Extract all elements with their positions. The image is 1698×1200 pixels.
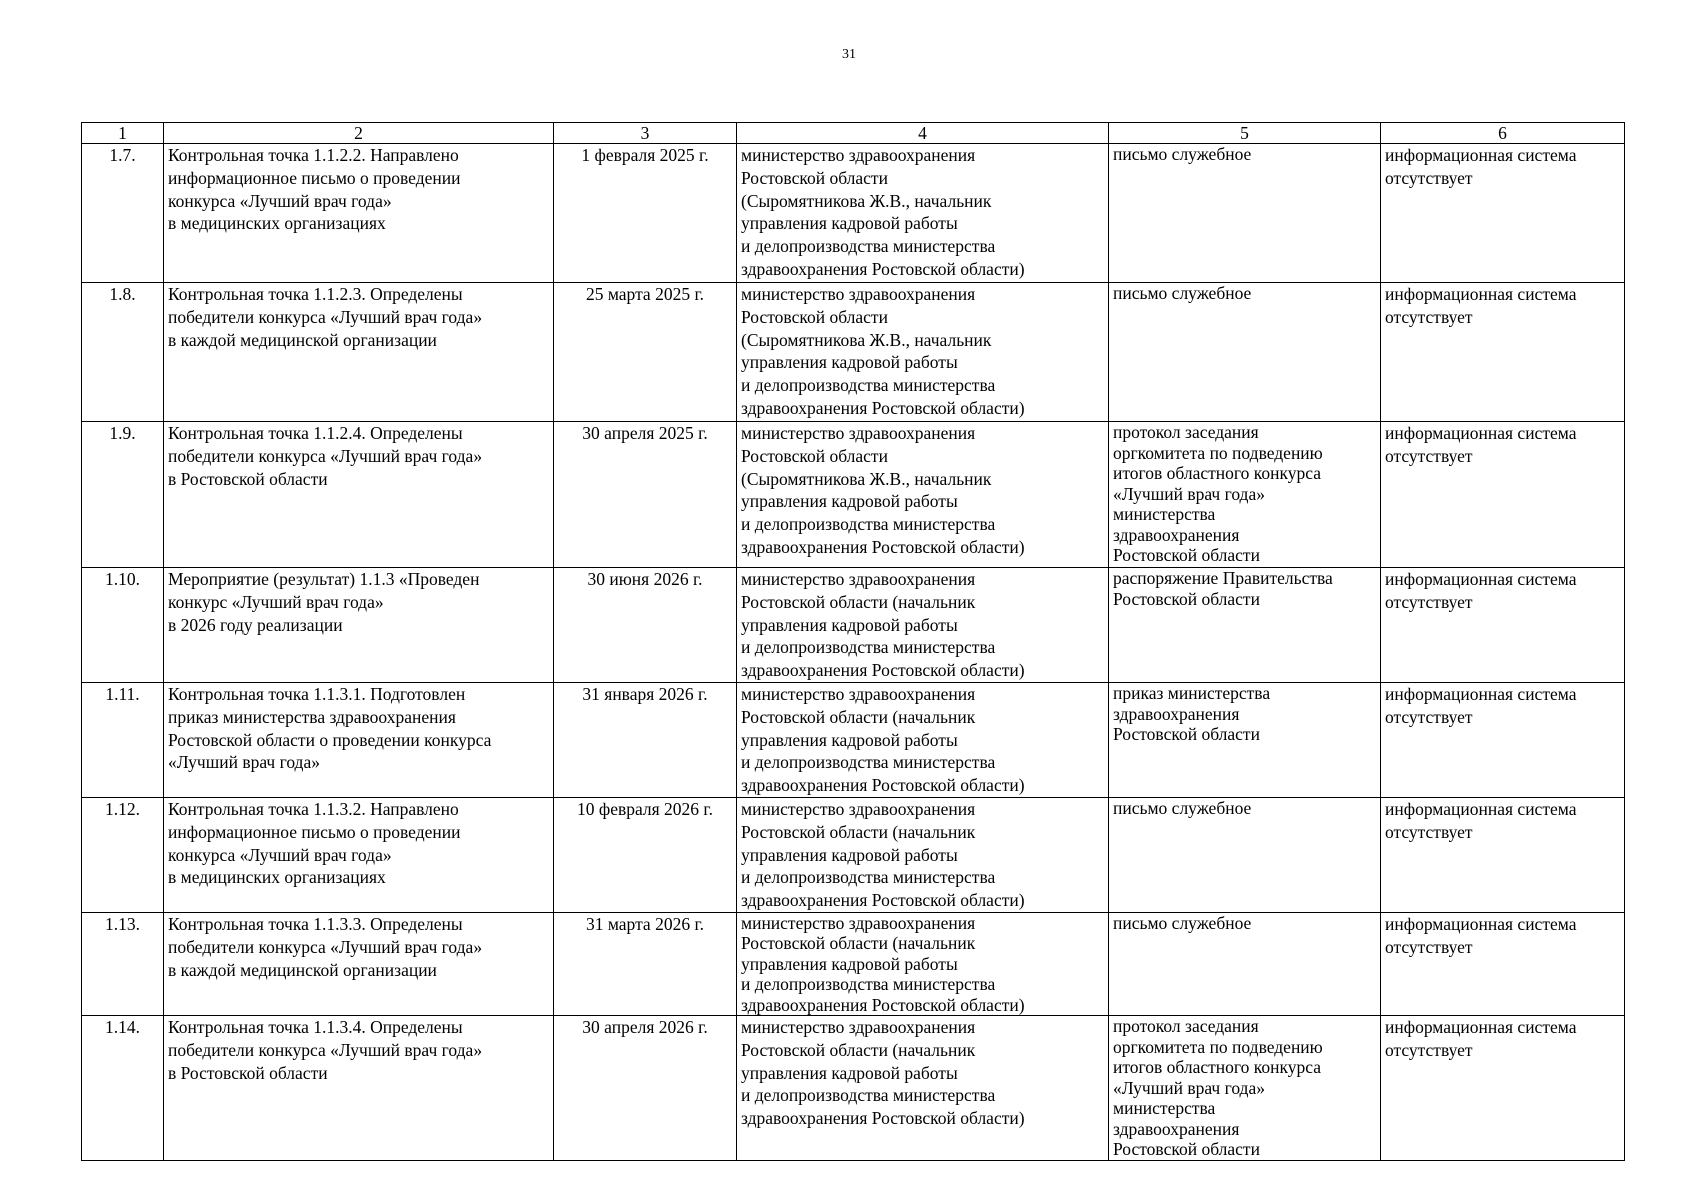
row-document: распоряжение Правительства Ростовской области: [1109, 568, 1381, 683]
table-header-row: [82, 123, 1625, 144]
row-description: Контрольная точка 1.1.3.4. Определены победители конкурса «Лучший врач года» в Ростовской области: [164, 1016, 554, 1161]
row-number: 1.11.: [82, 683, 164, 798]
row-number: 1.8.: [82, 283, 164, 422]
column-header: 2: [164, 123, 554, 144]
column-header: 6: [1381, 123, 1625, 144]
column-header: 5: [1109, 123, 1381, 144]
row-number: 1.10.: [82, 568, 164, 683]
row-information-system: информационная система отсутствует: [1381, 144, 1625, 283]
row-document: письмо служебное: [1109, 913, 1381, 1016]
row-information-system: информационная система отсутствует: [1381, 683, 1625, 798]
page-number: 31: [842, 47, 856, 62]
row-information-system: информационная система отсутствует: [1381, 798, 1625, 913]
row-date: 30 июня 2026 г.: [554, 568, 737, 683]
row-document: протокол заседания оргкомитета по подведению итогов областного конкурса «Лучший врач года» министерства здравоохранения Ростовской области: [1109, 422, 1381, 568]
row-responsible: министерство здравоохранения Ростовской области (Сыромятникова Ж.В., начальник управления кадровой работы и делопроизводства министерства здравоохранения Ростовской области): [737, 144, 1109, 283]
row-description: Контрольная точка 1.1.2.4. Определены победители конкурса «Лучший врач года» в Ростовской области: [164, 422, 554, 568]
row-information-system: информационная система отсутствует: [1381, 913, 1625, 1016]
row-responsible: министерство здравоохранения Ростовской области (Сыромятникова Ж.В., начальник управления кадровой работы и делопроизводства министерства здравоохранения Ростовской области): [737, 283, 1109, 422]
row-document: письмо служебное: [1109, 283, 1381, 422]
table-row: [82, 144, 1625, 283]
table-row: [82, 683, 1625, 798]
row-date: 31 марта 2026 г.: [554, 913, 737, 1016]
row-number: 1.9.: [82, 422, 164, 568]
row-information-system: информационная система отсутствует: [1381, 568, 1625, 683]
row-date: 1 февраля 2025 г.: [554, 144, 737, 283]
row-description: Мероприятие (результат) 1.1.3 «Проведен конкурс «Лучший врач года» в 2026 году реализации: [164, 568, 554, 683]
table-row: [82, 422, 1625, 568]
column-header: 3: [554, 123, 737, 144]
row-document: письмо служебное: [1109, 798, 1381, 913]
table-row: [82, 913, 1625, 1016]
row-description: Контрольная точка 1.1.3.2. Направлено информационное письмо о проведении конкурса «Лучший врач года» в медицинских организациях: [164, 798, 554, 913]
row-description: Контрольная точка 1.1.3.3. Определены победители конкурса «Лучший врач года» в каждой медицинской организации: [164, 913, 554, 1016]
column-header: 1: [82, 123, 164, 144]
row-responsible: министерство здравоохранения Ростовской области (начальник управления кадровой работы и делопроизводства министерства здравоохранения Ростовской области): [737, 798, 1109, 913]
row-date: 10 февраля 2026 г.: [554, 798, 737, 913]
row-responsible: министерство здравоохранения Ростовской области (Сыромятникова Ж.В., начальник управления кадровой работы и делопроизводства министерства здравоохранения Ростовской области): [737, 422, 1109, 568]
table-row: [82, 1016, 1625, 1161]
row-date: 30 апреля 2025 г.: [554, 422, 737, 568]
row-date: 31 января 2026 г.: [554, 683, 737, 798]
row-responsible: министерство здравоохранения Ростовской области (начальник управления кадровой работы и делопроизводства министерства здравоохранения Ростовской области): [737, 913, 1109, 1016]
implementation-plan-table: [81, 122, 1625, 1161]
row-number: 1.13.: [82, 913, 164, 1016]
row-description: Контрольная точка 1.1.3.1. Подготовлен приказ министерства здравоохранения Ростовской области о проведении конкурса «Лучший врач года»: [164, 683, 554, 798]
row-description: Контрольная точка 1.1.2.2. Направлено информационное письмо о проведении конкурса «Лучший врач года» в медицинских организациях: [164, 144, 554, 283]
table-row: [82, 798, 1625, 913]
row-number: 1.14.: [82, 1016, 164, 1161]
row-document: приказ министерства здравоохранения Ростовской области: [1109, 683, 1381, 798]
row-date: 30 апреля 2026 г.: [554, 1016, 737, 1161]
row-information-system: информационная система отсутствует: [1381, 422, 1625, 568]
column-header: 4: [737, 123, 1109, 144]
row-document: протокол заседания оргкомитета по подведению итогов областного конкурса «Лучший врач года» министерства здравоохранения Ростовской области: [1109, 1016, 1381, 1161]
row-information-system: информационная система отсутствует: [1381, 283, 1625, 422]
row-number: 1.12.: [82, 798, 164, 913]
table-row: [82, 283, 1625, 422]
table-row: [82, 568, 1625, 683]
row-responsible: министерство здравоохранения Ростовской области (начальник управления кадровой работы и делопроизводства министерства здравоохранения Ростовской области): [737, 1016, 1109, 1161]
row-date: 25 марта 2025 г.: [554, 283, 737, 422]
row-document: письмо служебное: [1109, 144, 1381, 283]
row-responsible: министерство здравоохранения Ростовской области (начальник управления кадровой работы и делопроизводства министерства здравоохранения Ростовской области): [737, 683, 1109, 798]
row-responsible: министерство здравоохранения Ростовской области (начальник управления кадровой работы и делопроизводства министерства здравоохранения Ростовской области): [737, 568, 1109, 683]
row-description: Контрольная точка 1.1.2.3. Определены победители конкурса «Лучший врач года» в каждой медицинской организации: [164, 283, 554, 422]
row-number: 1.7.: [82, 144, 164, 283]
row-information-system: информационная система отсутствует: [1381, 1016, 1625, 1161]
